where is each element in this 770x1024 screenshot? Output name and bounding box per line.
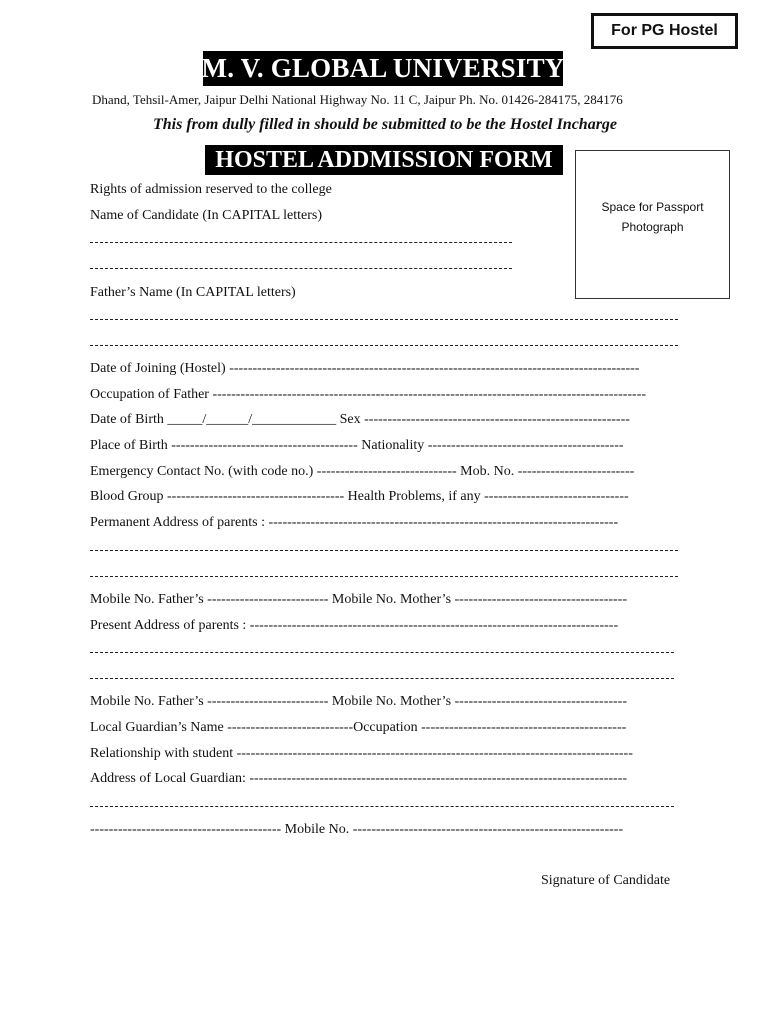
local-guardian-field[interactable]: Local Guardian’s Name ---------------------------Occupation -------------------------------------------- — [90, 720, 627, 735]
present-address-line-2[interactable] — [90, 652, 674, 653]
admission-rights-note: Rights of admission reserved to the college — [90, 182, 332, 197]
father-name-label: Father’s Name (In CAPITAL letters) — [90, 285, 296, 300]
form-title: HOSTEL ADDMISSION FORM — [205, 145, 563, 175]
parents-mobile-field-2[interactable]: Mobile No. Father’s -------------------------- Mobile No. Mother’s ------------------------------------- — [90, 694, 628, 709]
candidate-name-line-1[interactable] — [90, 242, 512, 243]
permanent-address-line-2[interactable] — [90, 550, 678, 551]
photo-box-label-line2: Photograph — [621, 220, 684, 234]
father-name-line-1[interactable] — [90, 319, 678, 320]
photo-box-label-line1: Space for Passport — [601, 200, 704, 214]
pg-hostel-badge: For PG Hostel — [591, 13, 738, 49]
father-name-line-2[interactable] — [90, 345, 678, 346]
permanent-address-line-3[interactable] — [90, 576, 678, 577]
candidate-name-label: Name of Candidate (In CAPITAL letters) — [90, 208, 323, 223]
candidate-name-line-2[interactable] — [90, 268, 512, 269]
place-of-birth-nationality-field[interactable]: Place of Birth ---------------------------------------- Nationality ------------------------------------------ — [90, 438, 624, 453]
guardian-mobile-field[interactable]: ----------------------------------------- Mobile No. ---------------------------------------------------------- — [90, 822, 624, 837]
relationship-field[interactable]: Relationship with student ------------------------------------------------------------------------------------- — [90, 746, 633, 761]
university-address: Dhand, Tehsil-Amer, Jaipur Delhi National Highway No. 11 C, Jaipur Ph. No. 01426-284175, 284176 — [92, 92, 623, 107]
present-address-field[interactable]: Present Address of parents : ------------------------------------------------------------------------------- — [90, 618, 619, 633]
present-address-line-3[interactable] — [90, 678, 674, 679]
permanent-address-field[interactable]: Permanent Address of parents : --------------------------------------------------------------------------- — [90, 515, 619, 530]
blood-group-health-field[interactable]: Blood Group -------------------------------------- Health Problems, if any ------------------------------- — [90, 489, 629, 504]
guardian-address-field[interactable]: Address of Local Guardian: --------------------------------------------------------------------------------- — [90, 771, 628, 786]
university-title: M. V. GLOBAL UNIVERSITY — [203, 51, 563, 86]
parents-mobile-field-1[interactable]: Mobile No. Father’s -------------------------- Mobile No. Mother’s ------------------------------------- — [90, 592, 628, 607]
candidate-signature-label: Signature of Candidate — [541, 873, 671, 888]
occupation-of-father-field[interactable]: Occupation of Father --------------------------------------------------------------------------------------------- — [90, 387, 647, 402]
passport-photo-box[interactable] — [575, 150, 730, 299]
submission-instruction: This from dully filled in should be submitted to be the Hostel Incharge — [152, 116, 618, 133]
date-of-birth-sex-field[interactable]: Date of Birth _____/______/____________ Sex --------------------------------------------------------- — [90, 412, 630, 427]
emergency-contact-field[interactable]: Emergency Contact No. (with code no.) ------------------------------ Mob. No. ------------------------- — [90, 464, 635, 479]
guardian-address-line-2[interactable] — [90, 806, 674, 807]
date-of-joining-field[interactable]: Date of Joining (Hostel) ---------------------------------------------------------------------------------------- — [90, 361, 640, 376]
